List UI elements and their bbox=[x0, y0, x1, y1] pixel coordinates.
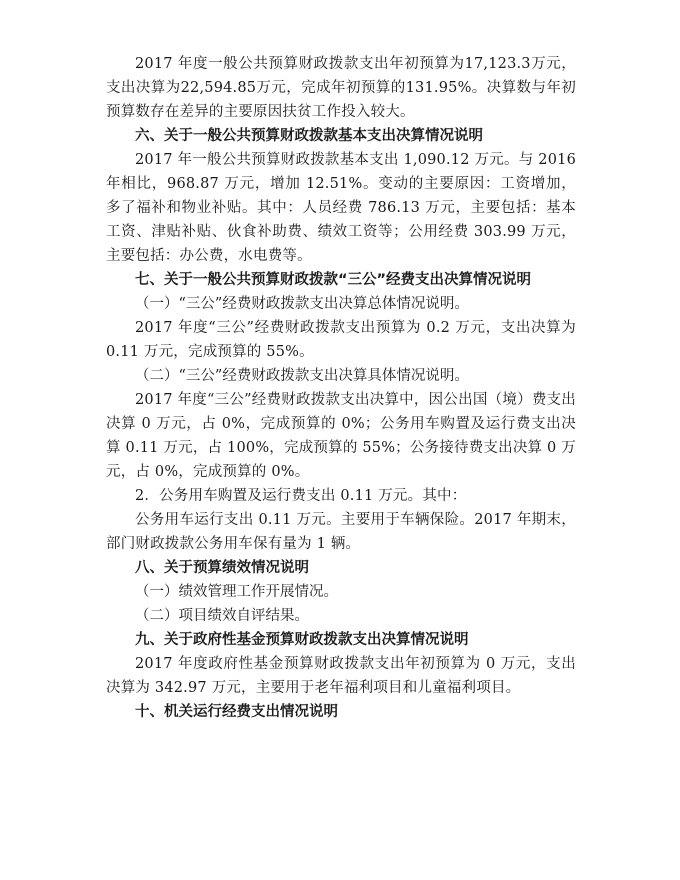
paragraph-three-public-detail: 2017 年度“三公”经费财政拨款支出决算中，因公出国（境）费支出决算 0 万元，占 0%，完成预算的 0%；公务用车购置及运行费支出决算 0.11 万元，占 100%，完成预算的 55%；公务接待费支出决算 0 万元，占 0%，完成预算的 0%。 bbox=[106, 392, 576, 480]
heading-section-9: 九、关于政府性基金预算财政拨款支出决算情况说明 bbox=[135, 632, 469, 648]
heading-section-7: 七、关于一般公共预算财政拨款“三公”经费支出决算情况说明 bbox=[135, 272, 532, 288]
subheading-7-2: （二）“三公”经费财政拨款支出决算具体情况说明。 bbox=[135, 368, 469, 384]
paragraph-budget-overview: 2017 年度一般公共预算财政拨款支出年初预算为17,123.3万元，支出决算为22,594.85万元，完成年初预算的131.95%。决算数与年初预算数存在差异的主要原因扶贫工作投入较大。 bbox=[106, 56, 576, 120]
paragraph-three-public-overall: 2017 年度“三公”经费财政拨款支出预算为 0.2 万元，支出决算为 0.11 万元，完成预算的 55%。 bbox=[106, 320, 576, 360]
subheading-8-2: （二）项目绩效自评结果。 bbox=[135, 608, 309, 624]
document-page bbox=[106, 52, 576, 724]
heading-section-8: 八、关于预算绩效情况说明 bbox=[135, 560, 309, 576]
subheading-8-1: （一）绩效管理工作开展情况。 bbox=[135, 584, 338, 600]
subheading-7-1: （一）“三公”经费财政拨款支出决算总体情况说明。 bbox=[135, 296, 469, 312]
paragraph-basic-expenditure: 2017 年一般公共预算财政拨款基本支出 1,090.12 万元。与 2016 年相比，968.87 万元，增加 12.51%。变动的主要原因：工资增加，多了福补和物业补贴。其中：人员经费 786.13 万元，主要包括：基本工资、津贴补贴、伙食补助费、绩效工资等；公用经费 303.99 万元，主要包括：办公费，水电费等。 bbox=[106, 152, 576, 264]
heading-section-10: 十、机关运行经费支出情况说明 bbox=[135, 704, 338, 720]
heading-section-6: 六、关于一般公共预算财政拨款基本支出决算情况说明 bbox=[135, 128, 483, 144]
paragraph-government-fund: 2017 年度政府性基金预算财政拨款支出年初预算为 0 万元，支出决算为 342.97 万元，主要用于老年福利项目和儿童福利项目。 bbox=[106, 656, 576, 696]
paragraph-vehicle-operation: 公务用车运行支出 0.11 万元。主要用于车辆保险。2017 年期末，部门财政拨款公务用车保有量为 1 辆。 bbox=[106, 512, 576, 552]
paragraph-vehicle-expense: 2．公务用车购置及运行费支出 0.11 万元。其中： bbox=[135, 488, 467, 504]
